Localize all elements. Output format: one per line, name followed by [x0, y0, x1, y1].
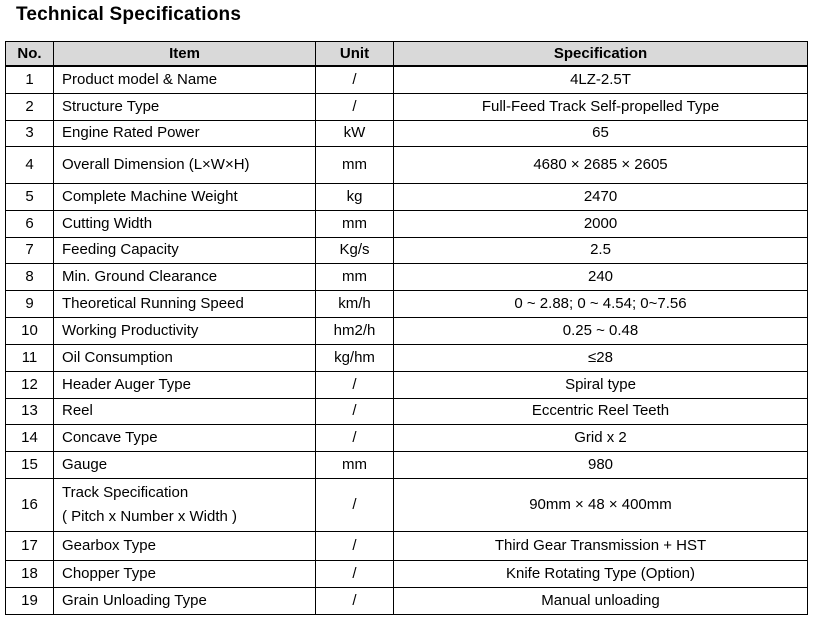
row-no: 3	[6, 120, 54, 146]
row-unit: mm	[316, 451, 394, 478]
row-unit: /	[316, 560, 394, 587]
row-no: 5	[6, 183, 54, 210]
row-unit: /	[316, 531, 394, 560]
row-spec: Full-Feed Track Self-propelled Type	[394, 93, 808, 120]
row-no: 11	[6, 344, 54, 371]
table-row	[6, 183, 808, 210]
row-spec: Knife Rotating Type (Option)	[394, 560, 808, 587]
row-item: Grain Unloading Type	[54, 587, 316, 614]
header-spec: Specification	[394, 42, 808, 67]
table-row	[6, 531, 808, 560]
row-unit: /	[316, 424, 394, 451]
table-row	[6, 398, 808, 424]
row-no: 7	[6, 237, 54, 263]
row-item: Reel	[54, 398, 316, 424]
row-item: Working Productivity	[54, 317, 316, 344]
table-row	[6, 424, 808, 451]
row-item: Theoretical Running Speed	[54, 290, 316, 317]
row-unit: /	[316, 478, 394, 531]
row-unit: mm	[316, 146, 394, 183]
table-row	[6, 66, 808, 93]
row-unit: kg/hm	[316, 344, 394, 371]
row-unit: /	[316, 398, 394, 424]
table-header	[6, 42, 808, 67]
table-row	[6, 560, 808, 587]
row-item	[54, 478, 316, 531]
row-unit: /	[316, 371, 394, 398]
row-item-main: Track Specification	[62, 483, 189, 501]
table-row	[6, 290, 808, 317]
header-item: Item	[54, 42, 316, 67]
row-unit: kg	[316, 183, 394, 210]
row-no: 19	[6, 587, 54, 614]
row-spec: 0.25 ~ 0.48	[394, 317, 808, 344]
row-spec: 980	[394, 451, 808, 478]
row-spec: 2.5	[394, 237, 808, 263]
table-row	[6, 237, 808, 263]
table-row	[6, 120, 808, 146]
table-row	[6, 451, 808, 478]
row-spec: ≤28	[394, 344, 808, 371]
header-unit: Unit	[316, 42, 394, 67]
row-no: 1	[6, 66, 54, 93]
row-unit: mm	[316, 210, 394, 237]
header-no: No.	[6, 42, 54, 67]
row-item: Overall Dimension (L×W×H)	[54, 146, 316, 183]
row-no: 16	[6, 478, 54, 531]
table-row	[6, 317, 808, 344]
row-unit: Kg/s	[316, 237, 394, 263]
header-row	[6, 42, 808, 67]
row-no: 8	[6, 263, 54, 290]
row-item: Oil Consumption	[54, 344, 316, 371]
row-spec: 4LZ-2.5T	[394, 66, 808, 93]
table-body	[6, 66, 808, 614]
row-unit: /	[316, 93, 394, 120]
row-item: Feeding Capacity	[54, 237, 316, 263]
row-item: Gauge	[54, 451, 316, 478]
row-spec: 240	[394, 263, 808, 290]
row-item: Product model & Name	[54, 66, 316, 93]
row-item: Engine Rated Power	[54, 120, 316, 146]
row-item: Header Auger Type	[54, 371, 316, 398]
row-item: Concave Type	[54, 424, 316, 451]
row-no: 17	[6, 531, 54, 560]
row-no: 13	[6, 398, 54, 424]
row-item: Chopper Type	[54, 560, 316, 587]
row-unit: /	[316, 587, 394, 614]
row-spec: Grid x 2	[394, 424, 808, 451]
row-spec: 65	[394, 120, 808, 146]
row-spec: Manual unloading	[394, 587, 808, 614]
row-unit: /	[316, 66, 394, 93]
row-no: 12	[6, 371, 54, 398]
row-spec: 4680 × 2685 × 2605	[394, 146, 808, 183]
row-no: 4	[6, 146, 54, 183]
row-unit: mm	[316, 263, 394, 290]
table-row	[6, 478, 808, 531]
row-no: 9	[6, 290, 54, 317]
row-no: 2	[6, 93, 54, 120]
row-spec: 2000	[394, 210, 808, 237]
row-unit: km/h	[316, 290, 394, 317]
row-unit: kW	[316, 120, 394, 146]
row-unit: hm2/h	[316, 317, 394, 344]
row-item: Structure Type	[54, 93, 316, 120]
row-spec: Eccentric Reel Teeth	[394, 398, 808, 424]
spec-table	[5, 41, 808, 615]
row-spec: 2470	[394, 183, 808, 210]
row-no: 14	[6, 424, 54, 451]
row-no: 18	[6, 560, 54, 587]
row-no: 6	[6, 210, 54, 237]
row-no: 10	[6, 317, 54, 344]
table-row	[6, 344, 808, 371]
table-row	[6, 146, 808, 183]
row-item: Cutting Width	[54, 210, 316, 237]
row-spec: 0 ~ 2.88; 0 ~ 4.54; 0~7.56	[394, 290, 808, 317]
page-title: Technical Specifications	[16, 4, 242, 25]
table-row	[6, 263, 808, 290]
row-no: 15	[6, 451, 54, 478]
row-spec: Third Gear Transmission + HST	[394, 531, 808, 560]
row-spec: 90mm × 48 × 400mm	[394, 478, 808, 531]
row-item: Complete Machine Weight	[54, 183, 316, 210]
table-row	[6, 371, 808, 398]
table-row	[6, 587, 808, 614]
table-row	[6, 210, 808, 237]
row-item: Gearbox Type	[54, 531, 316, 560]
row-item-sub: ( Pitch x Number x Width )	[62, 507, 238, 525]
row-item: Min. Ground Clearance	[54, 263, 316, 290]
row-spec: Spiral type	[394, 371, 808, 398]
table-row	[6, 93, 808, 120]
